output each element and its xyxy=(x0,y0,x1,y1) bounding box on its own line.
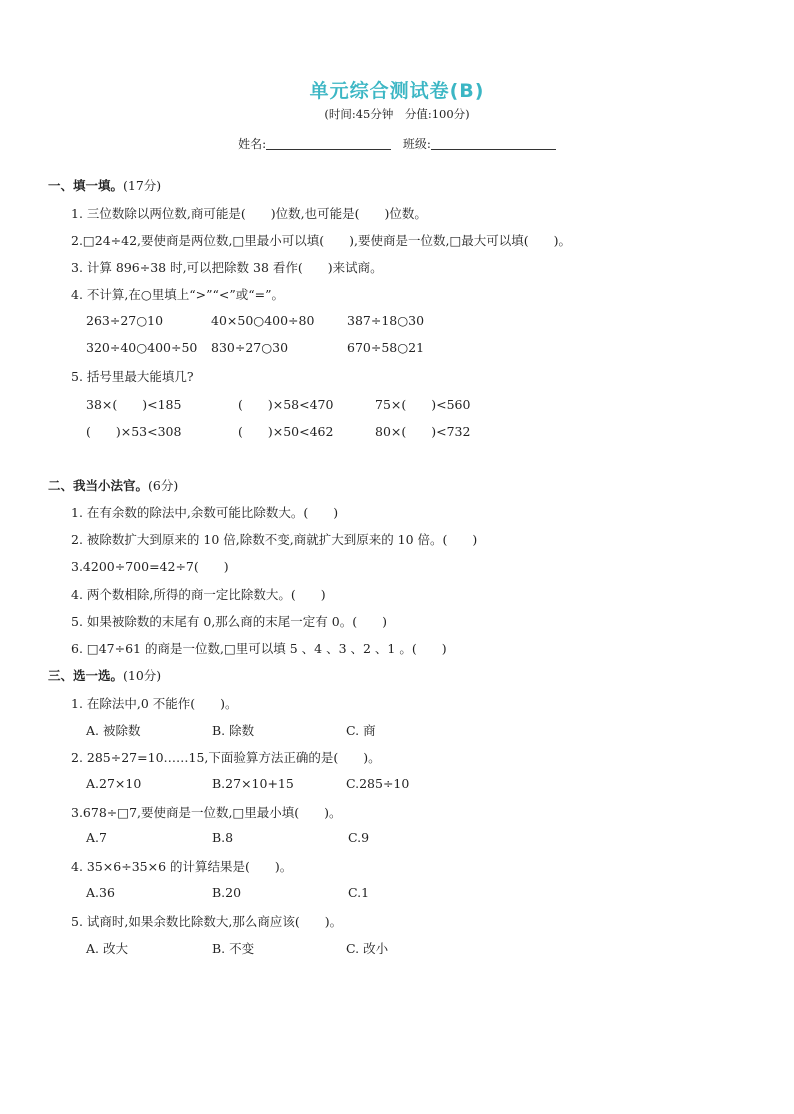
s1-question-5: 5. 括号里最大能填几? xyxy=(71,369,194,384)
s2-item: 4. 两个数相除,所得的商一定比除数大。( ) xyxy=(71,587,326,602)
option-c[interactable]: C. 商 xyxy=(346,723,376,738)
section3-title: 三、选一选。 xyxy=(48,668,124,683)
class-blank[interactable] xyxy=(431,137,556,150)
option-b[interactable]: B. 除数 xyxy=(212,723,255,738)
s3-question-2: 2. 285÷27=10……15,下面验算方法正确的是( )。 xyxy=(71,750,381,765)
time-score-info: (时间:45分钟 分值:100分) xyxy=(324,107,470,121)
s1-question-2: 2.□24÷42,要使商是两位数,□里最小可以填( ),要使商是一位数,□最大可以填( )。 xyxy=(71,233,572,248)
option-c[interactable]: C. 改小 xyxy=(346,941,389,956)
s1-question-1: 1. 三位数除以两位数,商可能是( )位数,也可能是( )位数。 xyxy=(71,206,427,221)
s1-q4-item: 830÷27○30 xyxy=(211,340,289,355)
s1-q5-item: 75×( )<560 xyxy=(375,397,471,412)
name-blank[interactable] xyxy=(266,137,391,150)
student-info-row xyxy=(0,135,794,152)
s3-question-1: 1. 在除法中,0 不能作( )。 xyxy=(71,696,238,711)
option-c[interactable]: C.285÷10 xyxy=(346,776,410,791)
s1-q4-item: 320÷40○400÷50 xyxy=(86,340,198,355)
section3-heading xyxy=(48,666,161,684)
s1-q4-item: 670÷58○21 xyxy=(347,340,425,355)
name-label: 姓名: xyxy=(238,137,267,151)
option-b[interactable]: B. 不变 xyxy=(212,941,255,956)
option-a[interactable]: A.27×10 xyxy=(86,776,142,791)
s1-q5-item: ( )×58<470 xyxy=(238,397,334,412)
s1-question-4: 4. 不计算,在○里填上“>”“<”或“=”。 xyxy=(71,287,285,302)
option-a[interactable]: A.7 xyxy=(86,830,107,845)
s2-item: 5. 如果被除数的末尾有 0,那么商的末尾一定有 0。( ) xyxy=(71,614,387,629)
section1-heading xyxy=(48,176,161,194)
s1-q5-item: 38×( )<185 xyxy=(86,397,182,412)
s1-q5-item: 80×( )<732 xyxy=(375,424,471,439)
page-title: 单元综合测试卷(B) xyxy=(309,80,485,102)
s1-q4-item: 387÷18○30 xyxy=(347,313,425,328)
s1-q4-item: 263÷27○10 xyxy=(86,313,164,328)
option-b[interactable]: B.27×10+15 xyxy=(212,776,294,791)
section3-points: (10分) xyxy=(123,668,162,683)
s1-question-3: 3. 计算 896÷38 时,可以把除数 38 看作( )来试商。 xyxy=(71,260,383,275)
section2-title: 二、我当小法官。 xyxy=(48,478,149,493)
section2-heading xyxy=(48,476,178,494)
s1-q5-item: ( )×53<308 xyxy=(86,424,182,439)
option-b[interactable]: B.8 xyxy=(212,830,234,845)
option-c[interactable]: C.1 xyxy=(348,885,370,900)
option-a[interactable]: A. 被除数 xyxy=(86,723,141,738)
option-c[interactable]: C.9 xyxy=(348,830,370,845)
s3-question-3: 3.678÷□7,要使商是一位数,□里最小填( )。 xyxy=(71,805,342,820)
option-b[interactable]: B.20 xyxy=(212,885,242,900)
option-a[interactable]: A.36 xyxy=(86,885,115,900)
s1-q4-item: 40×50○400÷80 xyxy=(211,313,315,328)
section1-points: (17分) xyxy=(123,178,162,193)
section2-points: (6分) xyxy=(148,478,179,493)
class-label: 班级: xyxy=(402,137,431,151)
s2-item: 3.4200÷700=42÷7( ) xyxy=(71,559,229,574)
s2-item: 6. □47÷61 的商是一位数,□里可以填 5 、4 、3 、2 、1 。( ) xyxy=(71,641,447,656)
section1-title: 一、填一填。 xyxy=(48,178,124,193)
s2-item: 1. 在有余数的除法中,余数可能比除数大。( ) xyxy=(71,505,339,520)
s1-q5-item: ( )×50<462 xyxy=(238,424,334,439)
s3-question-5: 5. 试商时,如果余数比除数大,那么商应该( )。 xyxy=(71,914,343,929)
s3-question-4: 4. 35×6÷35×6 的计算结果是( )。 xyxy=(71,859,293,874)
option-a[interactable]: A. 改大 xyxy=(86,941,128,956)
s2-item: 2. 被除数扩大到原来的 10 倍,除数不变,商就扩大到原来的 10 倍。( ) xyxy=(71,532,478,547)
